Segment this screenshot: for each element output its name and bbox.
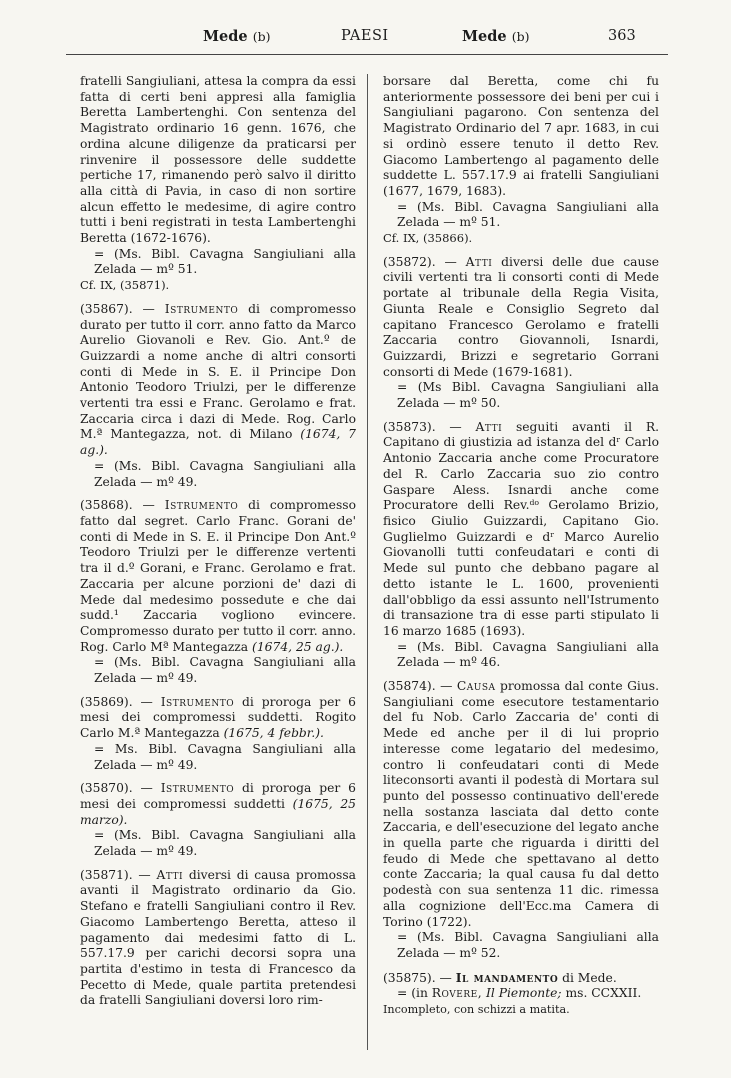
entry-35868 <box>80 498 356 686</box>
entry-reference: = (Ms. Bibl. Cavagna Sangiuliani alla Zelada — mº 49. <box>94 655 356 686</box>
entry-keyword: Istrumento <box>164 498 239 513</box>
entry-body <box>80 781 356 828</box>
entry-reference: = Ms. Bibl. Cavagna Sangiuliani alla Zelada — mº 49. <box>94 741 356 772</box>
entry-number: (35872). — <box>383 254 457 269</box>
entry-text: fratelli Sangiuliani, attesa la compra da essi fatta di certi beni appresi alla famiglia Beretta Lambertenghi. Con sentenza del Magistrato ordinario 16 genn. 1676, che ordina alcune diligenze da praticarsi per rinvenire il possessore delle suddette pertiche 17, rimanendo però salvo il diritto alla città di Pavia, in caso di non sortire alcun effetto le medesime, di agire contro tutti i beni registrati in testa Lambertenghi Beretta (1672-1676). <box>80 74 356 246</box>
header-right-title: Mede (b) <box>462 28 530 45</box>
entry-text: di proroga per 6 mesi dei compromessi suddetti. Rogito Carlo M.ª Mantegazza <box>80 694 356 741</box>
entry-text: di proroga per 6 mesi dei compromessi suddetti <box>80 781 356 811</box>
entry-35873 <box>383 420 659 671</box>
entry-35872 <box>383 255 659 412</box>
entry-keyword: Atti <box>465 254 493 269</box>
entry-number: (35875). — <box>383 970 452 985</box>
entry-body <box>383 420 659 640</box>
entry-reference: = (Ms. Bibl. Cavagna Sangiuliani alla Zelada — mº 52. <box>397 930 659 960</box>
right-column <box>383 74 659 1026</box>
entry-reference: = (Ms. Bibl. Cavagna Sangiuliani alla Zelada — mº 51. <box>94 246 356 277</box>
entry-date: (1675, 25 marzo). <box>80 796 356 827</box>
left-column <box>80 74 356 1017</box>
entry-reference: = (Ms. Bibl. Cavagna Sangiuliani alla Zelada — mº 49. <box>94 458 356 489</box>
entry-text: borsare dal Beretta, come chi fu anteriormente possessore dei beni per cui i Sangiuliani pagarono. Con sentenza del Magistrato Ordinario del 7 apr. 1683, in cui si ordinò essere tenuto il detto Rev. Giacomo Lambertengo al pagamento delle suddette L. 557.17.9 ai fratelli Sangiuliani (1677, 1679, 1683). <box>383 74 659 198</box>
cross-reference: Cf. IX, (35866). <box>383 231 473 246</box>
entry-keyword: Istrumento <box>160 781 235 796</box>
entry-reference: = (Ms Bibl. Cavagna Sangiuliani alla Zelada — mº 50. <box>397 380 659 411</box>
entry-number: (35873). — <box>383 419 462 434</box>
page-number: 363 <box>608 28 636 44</box>
entry-number: (35868). — <box>80 498 155 513</box>
entry-text: diversi di causa promossa avanti il Magistrato ordinario da Gio. Stefano e fratelli Sangiuliani contro il Rev. Giacomo Lambertengo Beretta, atteso il pagamento dai medesimi fatto di L. 557.17.9 per carichi decorsi sopra una partita d'estimo in testa di Francesco da Pecetto di Mede, quale partita pretendesi da fratelli Sangiuliani doversi loro rim- <box>80 867 356 1008</box>
entry-body <box>383 255 659 381</box>
entry-text: diversi delle due cause civili vertenti tra li consorti conti di Mede portate al tribunale della Regia Visita, Giunta Reale e Consiglio Segreto dal capitano Francesco Gerolamo e fratelli Zaccaria contro Giovannoli, Isnardi, Guizzardi, Brizzi e segretario Gorrani consorti di Mede (1679-1681). <box>383 254 659 379</box>
reference-prefix: = (in <box>397 986 428 1001</box>
entry-continued <box>383 74 659 247</box>
column-divider <box>367 74 368 1050</box>
reference-suffix: ms. CCXXII. <box>565 986 642 1001</box>
entry-date: (1675, 4 febbr.). <box>223 726 324 741</box>
cross-reference: Cf. IX, (35871). <box>80 278 170 293</box>
page-header <box>0 28 731 50</box>
entry-reference <box>383 986 659 1002</box>
entry-text: seguiti avanti il R. Capitano di giustizia ad istanza del dʳ Carlo Antonio Zaccaria anche come Procuratore del R. Carlo Zaccaria suo zio contro Gaspare Aless. Isnardi anche come Procuratore delli Rev.ᵈᵒ Gerolamo Brizio, fisico Giulio Guizzardi, Capitano Gio. Guglielmo Guizzardi e dʳ Marco Aurelio Giovanolli tutti confeudatari e conti di Mede sul punto che debbano pagare al detto istante le L. 1600, provenienti dall'obbligo da essi assunto nell'Istrumento di transazione tra di esse parti stipulato li 16 marzo 1685 (1693). <box>383 419 659 638</box>
entry-body <box>80 695 356 742</box>
entry-35875 <box>383 970 659 1018</box>
entry-body <box>383 679 659 930</box>
header-rule <box>66 54 668 55</box>
entry-body <box>80 868 356 1009</box>
entry-keyword: Istrumento <box>160 694 235 709</box>
entry-reference: = (Ms. Bibl. Cavagna Sangiuliani alla Zelada — mº 49. <box>94 828 356 859</box>
entry-number: (35867). — <box>80 301 155 316</box>
header-left-title: Mede (b) <box>203 28 271 45</box>
entry-number: (35870). — <box>80 781 153 796</box>
entry-note: Incompleto, con schizzi a matita. <box>383 1003 570 1017</box>
entry-continued <box>80 74 356 294</box>
entry-text: di compromesso fatto dal segret. Carlo Franc. Gorani de' conti di Mede in S. E. il Principe Don Ant.º Teodoro Triulzi per le differenze vertenti tra il d.º Gorani, e Franc. Gerolamo e frat. Zaccaria per alcune porzioni de' dazi di Mede dal medesimo possedute e che dai sudd.¹ Zaccaria vogliono evincere. Compromesso durato per tutto il corr. anno. Rog. Carlo Mª Mantegazza <box>80 498 356 654</box>
entry-text: promossa dal conte Gius. Sangiuliani come esecutore testamentario del fu Nob. Carlo Zaccaria de' conti di Mede ed anche per il di lui proprio interesse come legatario del medesimo, contro li confeudatari conti di Mede liteconsorti avanti il podestà di Mortara sul punto del possesso continuativo dell'erede nella sostanza lasciata dal detto conte Zaccaria, e dell'esecuzione del legato anche in quella parte che riguarda i diritti del feudo di Mede che spettavano al detto conte Zaccaria; la qual causa fu dal detto podestà con sua sentenza 11 dic. rimessa alla cognizione dell'Ecc.ma Camera di Torino (1722). <box>383 679 660 929</box>
entry-35867 <box>80 302 356 490</box>
entry-35870 <box>80 781 356 860</box>
entry-35869 <box>80 695 356 774</box>
entry-body <box>383 970 659 987</box>
entry-date: (1674, 7 ag.). <box>80 427 356 458</box>
entry-text: di Mede. <box>562 970 617 985</box>
entry-number: (35869). — <box>80 694 153 709</box>
entry-keyword: Istrumento <box>164 301 239 316</box>
entry-keyword: Atti <box>475 419 503 434</box>
entry-text: di compromesso durato per tutto il corr. anno fatto da Marco Aurelio Giovanoli e Rev. Gio. Ant.º de Guizzardi a nome anche di altri consorti conti di Mede in S. E. il Principe Don Antonio Teodoro Triulzi, per le differenze vertenti tra essi e Franc. Gerolamo e frat. Zaccaria circa i dazi di Mede. Rog. Carlo M.ª Mantegazza, not. di Milano <box>80 301 356 442</box>
entry-keyword: Causa <box>456 679 496 694</box>
header-center-title: PAESI <box>341 28 389 44</box>
entry-reference: = (Ms. Bibl. Cavagna Sangiuliani alla Zelada — mº 46. <box>397 639 659 670</box>
entry-body <box>80 302 356 459</box>
entry-reference: = (Ms. Bibl. Cavagna Sangiuliani alla Zelada — mº 51. <box>397 199 659 230</box>
entry-body <box>80 498 356 655</box>
entry-date: (1674, 25 ag.). <box>252 639 344 654</box>
entry-keyword: Il mandamento <box>455 969 559 985</box>
entry-number: (35874). — <box>383 679 453 694</box>
entry-35871 <box>80 868 356 1009</box>
entry-35874 <box>383 679 659 962</box>
entry-keyword: Atti <box>156 867 184 882</box>
entry-number: (35871). — <box>80 867 151 882</box>
reference-author: Rovere, <box>431 986 483 1001</box>
reference-title: Il Piemonte; <box>486 986 562 1001</box>
